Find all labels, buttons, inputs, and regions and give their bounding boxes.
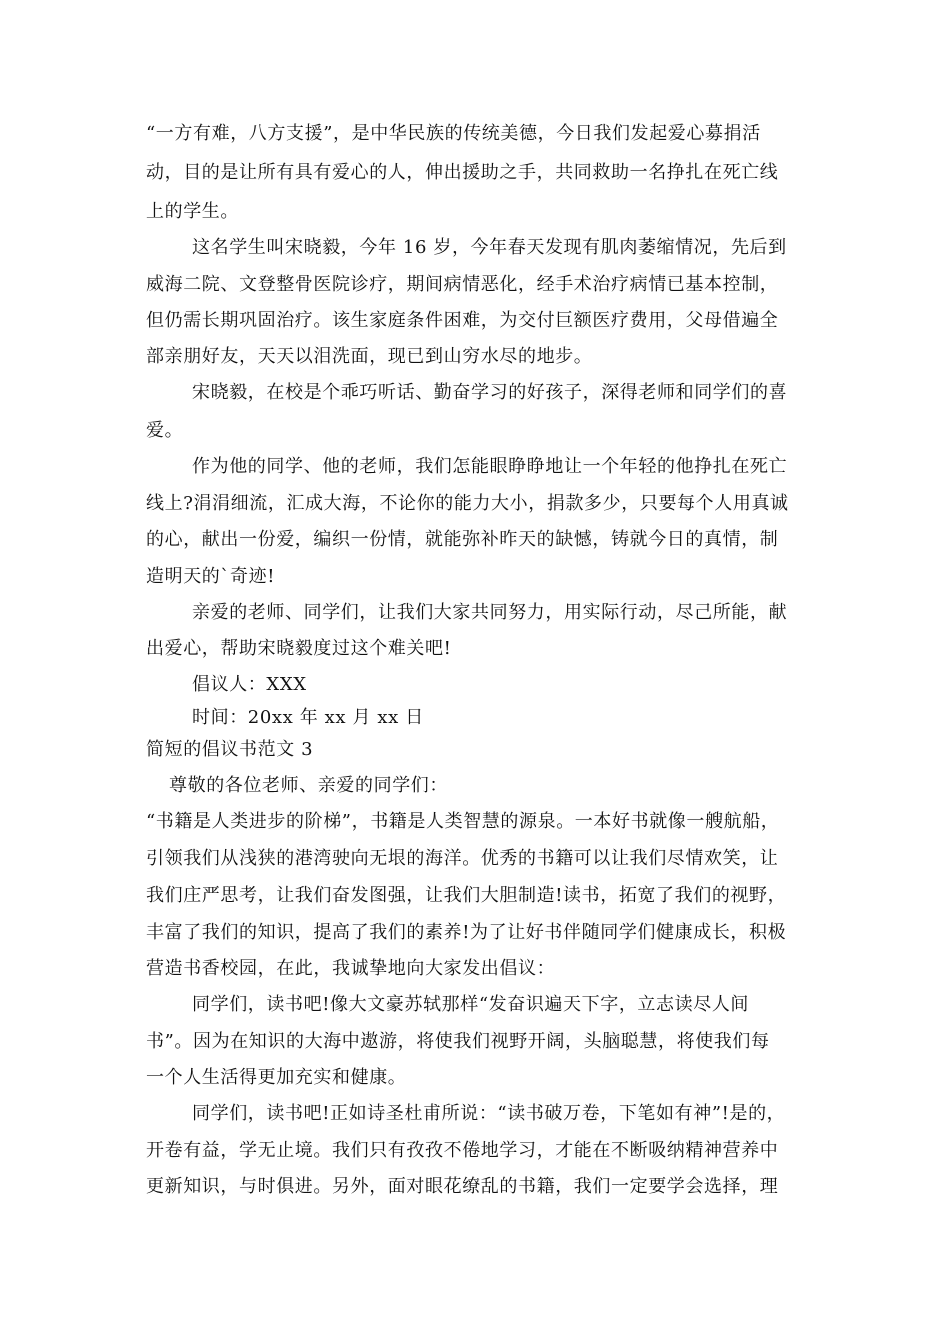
text-line: 书”。因为在知识的大海中遨游，将使我们视野开阔，头脑聪慧，将使我们每 [146, 1031, 770, 1052]
text-line: 部亲朋好友，天天以泪洗面，现已到山穷水尽的地步。 [146, 346, 593, 367]
text-line: 线上?涓涓细流，汇成大海，不论你的能力大小，捐款多少，只要每个人用真诚 [146, 493, 789, 514]
text-line: 更新知识，与时俱进。另外，面对眼花缭乱的书籍，我们一定要学会选择，理 [146, 1176, 779, 1197]
text-line: 营造书香校园，在此，我诚挚地向大家发出倡议： [146, 958, 556, 979]
text-line: 同学们，读书吧!像大文豪苏轼那样“发奋识遍天下字，立志读尽人间 [192, 994, 750, 1015]
text-line: 宋晓毅，在校是个乖巧听话、勤奋学习的好孩子，深得老师和同学们的喜 [192, 382, 788, 403]
text-line: 亲爱的老师、同学们，让我们大家共同努力，用实际行动，尽己所能，献 [192, 602, 788, 623]
text-line: 作为他的同学、他的老师，我们怎能眼睁睁地让一个年轻的他挣扎在死亡 [192, 456, 788, 477]
text-line: 爱。 [146, 420, 184, 441]
text-line: 丰富了我们的知识，提高了我们的素养!为了让好书伴随同学们健康成长，积极 [146, 922, 787, 943]
text-line: “书籍是人类进步的阶梯”，书籍是人类智慧的源泉。一本好书就像一艘航船， [146, 811, 780, 832]
text-line: 这名学生叫宋晓毅，今年 16 岁，今年春天发现有肌肉萎缩情况，先后到 [192, 237, 787, 258]
text-line: 出爱心，帮助宋晓毅度过这个难关吧! [146, 638, 452, 659]
text-line: 但仍需长期巩固治疗。该生家庭条件困难，为交付巨额医疗费用，父母借遍全 [146, 310, 779, 331]
salutation-line: 尊敬的各位老师、亲爱的同学们： [169, 775, 448, 796]
signature-line: 倡议人：XXX [192, 674, 307, 695]
text-line: 的心，献出一份爱，编织一份情，就能弥补昨天的缺憾，铸就今日的真情，制 [146, 529, 779, 550]
text-line: 开卷有益，学无止境。我们只有孜孜不倦地学习，才能在不断吸纳精神营养中 [146, 1140, 779, 1161]
text-line: 一个人生活得更加充实和健康。 [146, 1067, 407, 1088]
text-line: 威海二院、文登整骨医院诊疗，期间病情恶化，经手术治疗病情已基本控制， [146, 274, 779, 295]
text-line: 引领我们从浅狭的港湾驶向无垠的海洋。优秀的书籍可以让我们尽情欢笑，让 [146, 848, 779, 869]
date-line: 时间：20xx 年 xx 月 xx 日 [192, 707, 424, 728]
text-line: 上的学生。 [146, 201, 239, 222]
section-heading: 简短的倡议书范文 3 [146, 739, 314, 760]
text-line: 同学们，读书吧!正如诗圣杜甫所说：“读书破万卷，下笔如有神”!是的， [192, 1103, 786, 1124]
text-line: 动，目的是让所有具有爱心的人，伸出援助之手，共同救助一名挣扎在死亡线 [146, 162, 779, 183]
text-line: 造明天的`奇迹! [146, 566, 276, 587]
text-line: “一方有难，八方支援”，是中华民族的传统美德，今日我们发起爱心募捐活 [146, 123, 761, 144]
text-line: 我们庄严思考，让我们奋发图强，让我们大胆制造!读书，拓宽了我们的视野， [146, 885, 787, 906]
